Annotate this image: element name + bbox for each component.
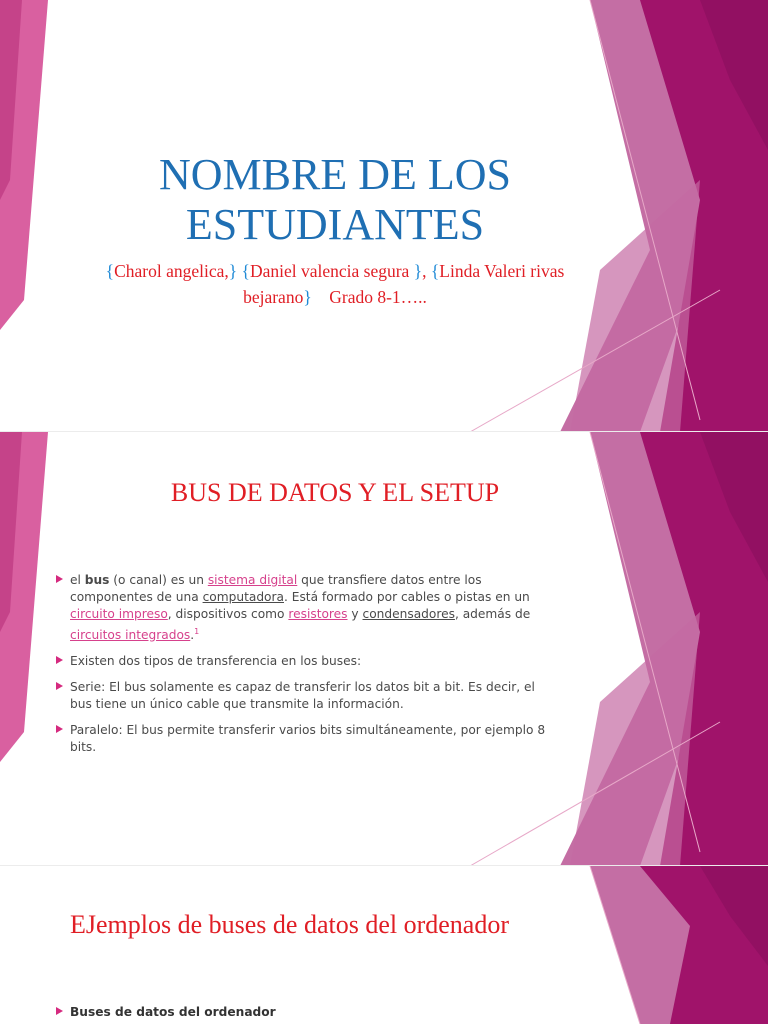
slide-3	[0, 866, 768, 1024]
bullet-arrow-icon	[56, 1007, 63, 1015]
link-circuito-impreso[interactable]: circuito impreso	[70, 607, 168, 621]
text: . Está formado por cables o pistas en un	[284, 590, 530, 604]
bullet-arrow-icon	[56, 575, 63, 583]
text: .	[190, 628, 195, 643]
link-circuitos-integrados[interactable]: circuitos integrados	[70, 628, 191, 643]
student-name: Charol angelica,	[114, 261, 229, 281]
student-name: Daniel valencia segura	[249, 261, 414, 281]
bullet-text: Existen dos tipos de transferencia en los buses:	[70, 654, 362, 669]
bullet-text: Paralelo: El bus permite transferir varios bits simultáneamente, por ejemplo 8 bits.	[70, 723, 546, 755]
bullet-arrow-icon	[56, 656, 63, 664]
text: (o canal) es un	[109, 573, 208, 587]
text: el	[70, 573, 85, 587]
slide-1	[0, 0, 768, 432]
section-title-bus: BUS DE DATOS Y EL SETUP	[170, 478, 500, 507]
student-name: Linda Valeri rivas bejarano	[243, 261, 565, 307]
text: , dispositivos como	[167, 607, 289, 621]
page-title: NOMBRE DE LOS ESTUDIANTES	[158, 150, 512, 249]
bullet-arrow-icon	[56, 682, 63, 690]
list-item	[52, 722, 557, 756]
list-item	[52, 653, 557, 670]
text: que transfiere datos entre los componentes de una	[70, 573, 482, 604]
bus-bullet-list	[52, 572, 557, 765]
bullet-text: Buses de datos del ordenador	[70, 1005, 276, 1019]
list-item	[52, 679, 557, 713]
link-computadora[interactable]: computadora	[202, 590, 284, 604]
students-list: {Charol angelica,} {Daniel valencia segura }, {Linda Valeri rivas bejarano} Grado 8-1…..	[105, 261, 565, 307]
link-condensadores[interactable]: condensadores	[362, 607, 455, 621]
bold-term: bus	[84, 573, 110, 587]
section-title-examples: EJemplos de buses de datos del ordenador	[70, 910, 510, 939]
examples-bullet-list	[52, 1004, 557, 1030]
list-item	[52, 572, 557, 644]
bullet-text: Serie: El bus solamente es capaz de transferir los datos bit a bit. Es decir, el bus tiene un único cable que transmite la información.	[70, 680, 535, 712]
text: y	[347, 607, 363, 621]
bullet-arrow-icon	[56, 725, 63, 733]
text: , además de	[454, 607, 531, 621]
link-sistema-digital[interactable]: sistema digital	[207, 573, 298, 587]
grade-label: Grado 8-1…..	[329, 287, 427, 307]
reference-link[interactable]: 1	[194, 627, 200, 636]
slide-3-decoration	[0, 866, 768, 1024]
list-item	[52, 1004, 557, 1021]
link-resistores[interactable]: resistores	[288, 607, 348, 621]
